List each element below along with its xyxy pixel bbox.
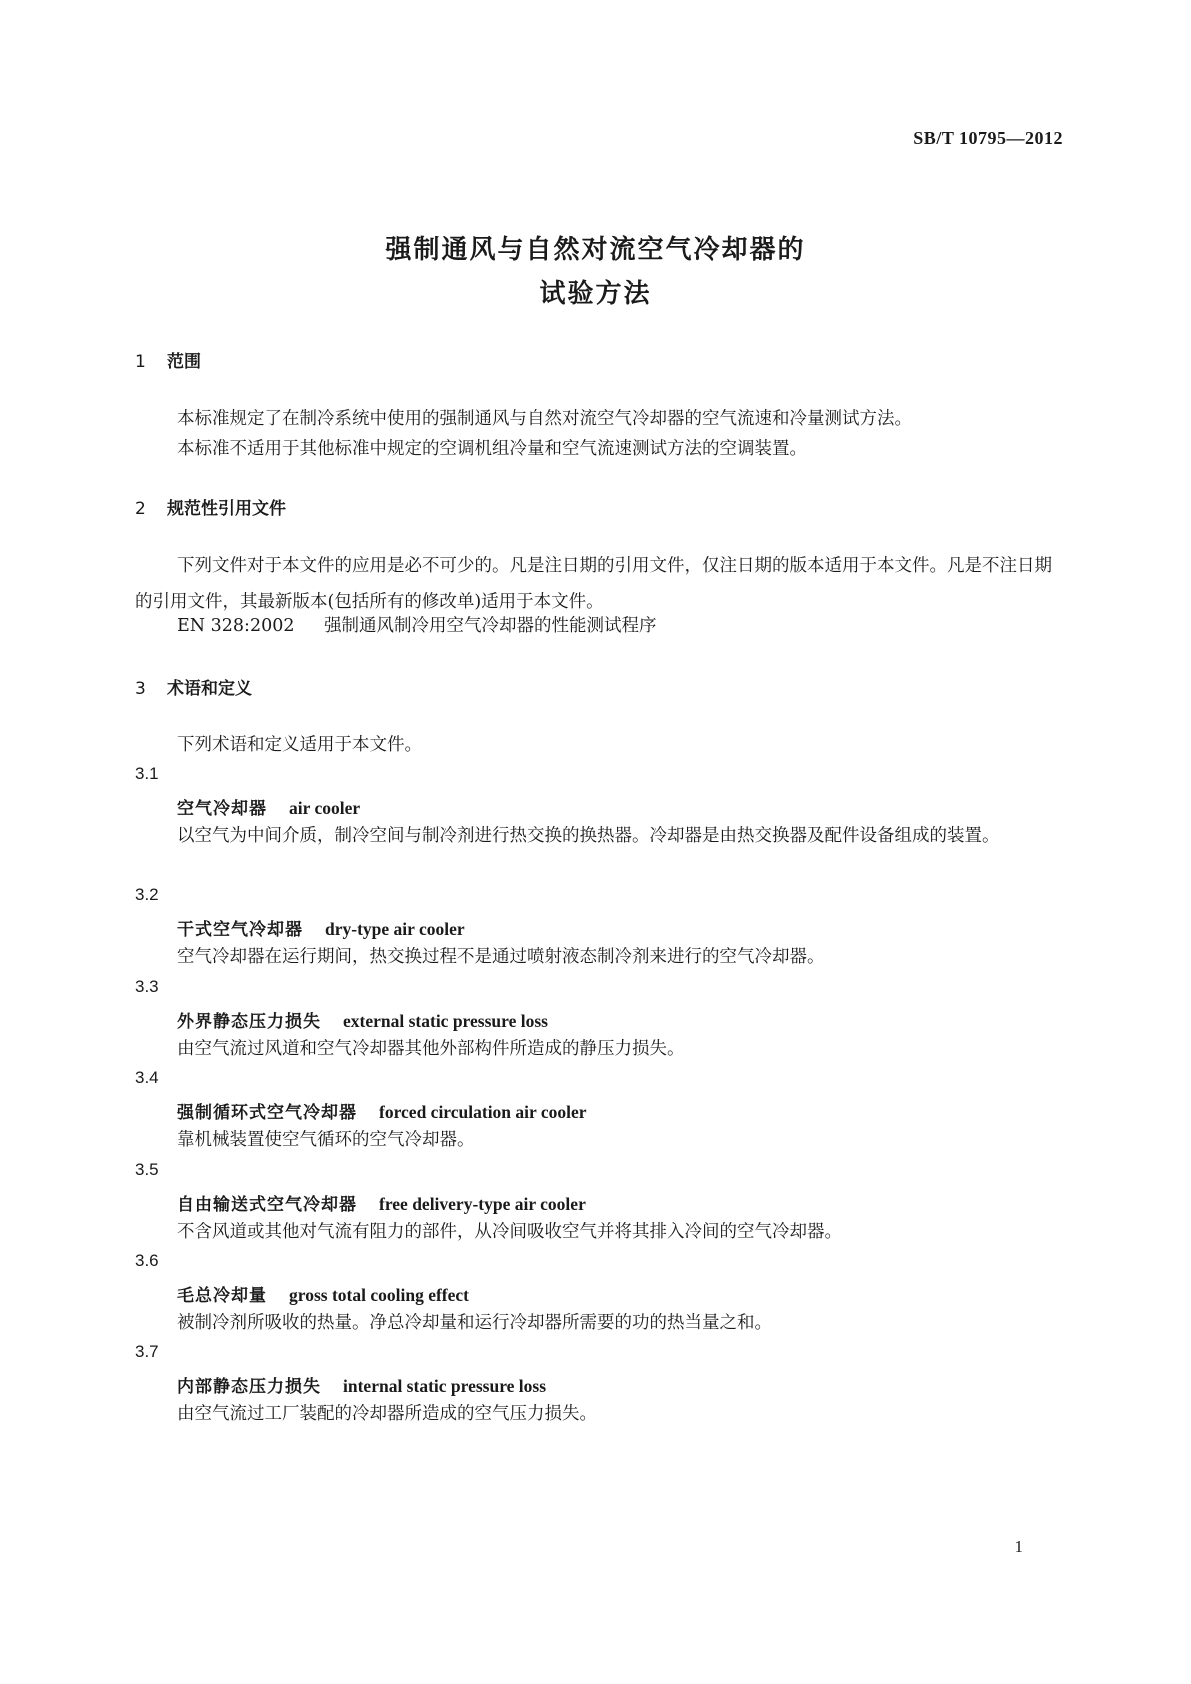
term-definition: 空气冷却器在运行期间，热交换过程不是通过喷射液态制冷剂来进行的空气冷却器。 — [177, 947, 825, 967]
term-heading — [177, 915, 465, 940]
term-heading — [177, 1098, 587, 1123]
section-heading-references — [135, 494, 286, 519]
term-zh: 毛总冷却量 — [177, 1286, 267, 1306]
standard-code: SB/T 10795—2012 — [913, 128, 1063, 148]
section-title: 规范性引用文件 — [167, 499, 286, 519]
page-number: 1 — [1014, 1537, 1023, 1556]
term-en: dry-type air cooler — [325, 919, 465, 939]
section-number: 2 — [135, 499, 146, 519]
term-en: forced circulation air cooler — [379, 1102, 587, 1122]
reference-code: EN 328:2002 — [177, 616, 295, 636]
section-number: 3 — [135, 679, 146, 699]
clause-number: 3.5 — [135, 1160, 159, 1179]
title-line-2: 试验方法 — [539, 279, 652, 309]
clause-number: 3.3 — [135, 977, 159, 996]
term-heading — [177, 794, 360, 819]
term-en: air cooler — [289, 798, 361, 818]
term-en: internal static pressure loss — [343, 1376, 547, 1396]
clause-number: 3.2 — [135, 885, 159, 904]
title-line-1: 强制通风与自然对流空气冷却器的 — [385, 235, 806, 265]
section-heading-terms — [135, 674, 252, 699]
term-en: external static pressure loss — [343, 1011, 548, 1031]
section-number: 1 — [135, 352, 146, 372]
term-definition: 以空气为中间介质，制冷空间与制冷剂进行热交换的换热器。冷却器是由热交换器及配件设备组成的装置。 — [177, 826, 1000, 846]
section-heading-scope — [135, 347, 201, 372]
clause-number: 3.7 — [135, 1342, 159, 1361]
term-zh: 内部静态压力损失 — [177, 1377, 321, 1397]
term-zh: 干式空气冷却器 — [177, 920, 303, 940]
section-title: 范围 — [167, 352, 201, 372]
term-definition: 靠机械装置使空气循环的空气冷却器。 — [177, 1130, 475, 1150]
term-heading — [177, 1007, 548, 1032]
term-zh: 自由输送式空气冷却器 — [177, 1195, 357, 1215]
term-definition: 被制冷剂所吸收的热量。净总冷却量和运行冷却器所需要的功的热当量之和。 — [177, 1313, 772, 1333]
references-paragraph: 下列文件对于本文件的应用是必不可少的。凡是注日期的引用文件，仅注日期的版本适用于本文件。凡是不注日期的引用文件，其最新版本(包括所有的修改单)适用于本文件。 — [135, 556, 1052, 612]
clause-number: 3.4 — [135, 1068, 159, 1087]
document-title — [0, 228, 1191, 316]
term-zh: 空气冷却器 — [177, 799, 267, 819]
term-heading — [177, 1372, 546, 1397]
term-zh: 外界静态压力损失 — [177, 1012, 321, 1032]
clause-number: 3.6 — [135, 1251, 159, 1270]
term-definition: 不含风道或其他对气流有阻力的部件，从冷间吸收空气并将其排入冷间的空气冷却器。 — [177, 1222, 842, 1242]
reference-title: 强制通风制冷用空气冷却器的性能测试程序 — [324, 616, 657, 636]
term-heading — [177, 1281, 469, 1306]
term-definition: 由空气流过风道和空气冷却器其他外部构件所造成的静压力损失。 — [177, 1039, 685, 1059]
reference-item — [177, 612, 657, 637]
section-title: 术语和定义 — [167, 679, 252, 699]
term-zh: 强制循环式空气冷却器 — [177, 1103, 357, 1123]
term-en: free delivery-type air cooler — [379, 1194, 586, 1214]
terms-intro: 下列术语和定义适用于本文件。 — [177, 735, 422, 755]
term-definition: 由空气流过工厂装配的冷却器所造成的空气压力损失。 — [177, 1404, 597, 1424]
scope-paragraph-2: 本标准不适用于其他标准中规定的空调机组冷量和空气流速测试方法的空调装置。 — [177, 439, 807, 459]
scope-paragraph-1: 本标准规定了在制冷系统中使用的强制通风与自然对流空气冷却器的空气流速和冷量测试方法。 — [177, 409, 912, 429]
term-heading — [177, 1190, 586, 1215]
term-en: gross total cooling effect — [289, 1285, 469, 1305]
clause-number: 3.1 — [135, 764, 159, 783]
